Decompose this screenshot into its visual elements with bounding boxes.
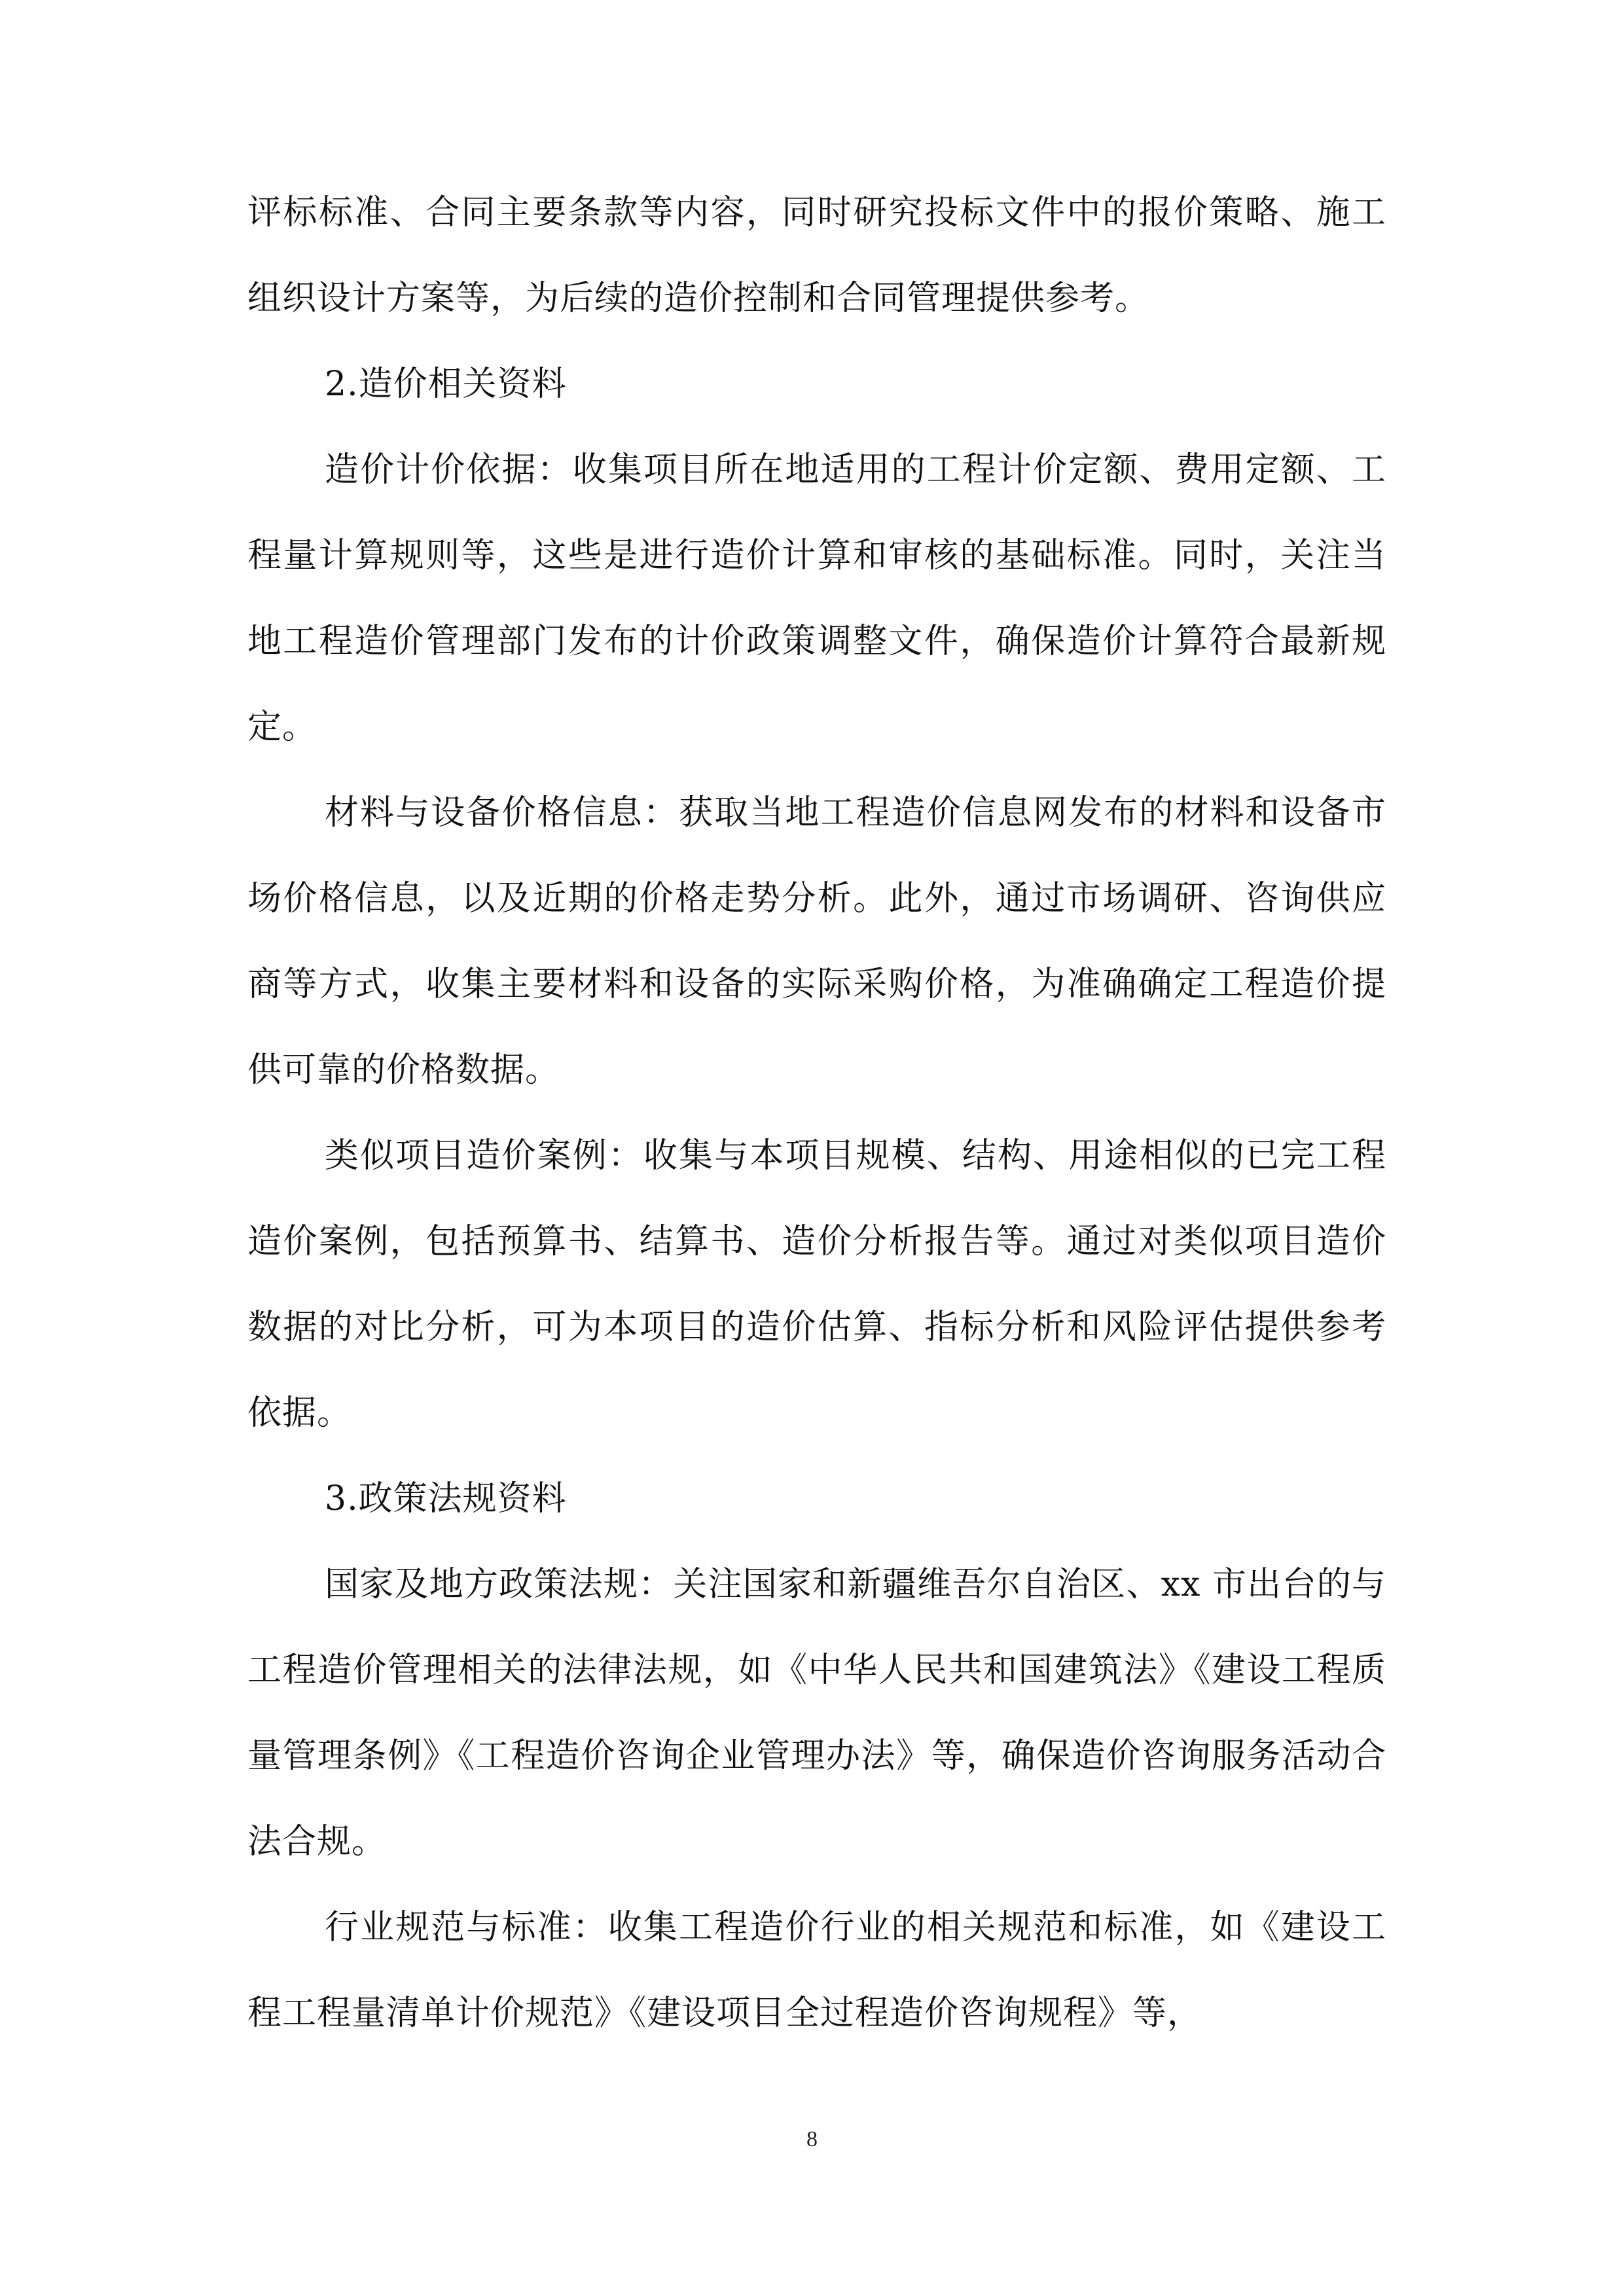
paragraph-material-equipment-prices: 材料与设备价格信息：获取当地工程造价信息网发布的材料和设备市场价格信息，以及近期的价格走势分析。此外，通过市场调研、咨询供应商等方式，收集主要材料和设备的实际采购价格，为准确确定工程造价提供可靠的价格数据。: [247, 793, 1386, 1090]
page-number: 8: [806, 2127, 818, 2151]
paragraph-continuation: 评标标准、合同主要条款等内容，同时研究投标文件中的报价策略、施工组织设计方案等，为后续的造价控制和合同管理提供参考。: [247, 193, 1386, 318]
body-text: [247, 170, 1386, 2056]
paragraph-similar-project-cases: 类似项目造价案例：收集与本项目规模、结构、用途相似的已完工程造价案例，包括预算书、结算书、造价分析报告等。通过对类似项目造价数据的对比分析，可为本项目的造价估算、指标分析和风险评估提供参考依据。: [247, 1136, 1386, 1433]
section-heading-cost-materials: 2.造价相关资料: [325, 365, 567, 404]
paragraph-pricing-basis: 造价计价依据：收集项目所在地适用的工程计价定额、费用定额、工程量计算规则等，这些是进行造价计算和审核的基础标准。同时，关注当地工程造价管理部门发布的计价政策调整文件，确保造价计算符合最新规定。: [247, 450, 1386, 747]
section-heading-policy-regulations: 3.政策法规资料: [325, 1479, 567, 1518]
paragraph-national-local-policy: 国家及地方政策法规：关注国家和新疆维吾尔自治区、xx 市出台的与工程造价管理相关的法律法规，如《中华人民共和国建筑法》《建设工程质量管理条例》《工程造价咨询企业管理办法》等，确保造价咨询服务活动合法合规。: [247, 1565, 1386, 1861]
paragraph-industry-standards: 行业规范与标准：收集工程造价行业的相关规范和标准，如《建设工程工程量清单计价规范》《建设项目全过程造价咨询规程》等，: [247, 1908, 1386, 2033]
